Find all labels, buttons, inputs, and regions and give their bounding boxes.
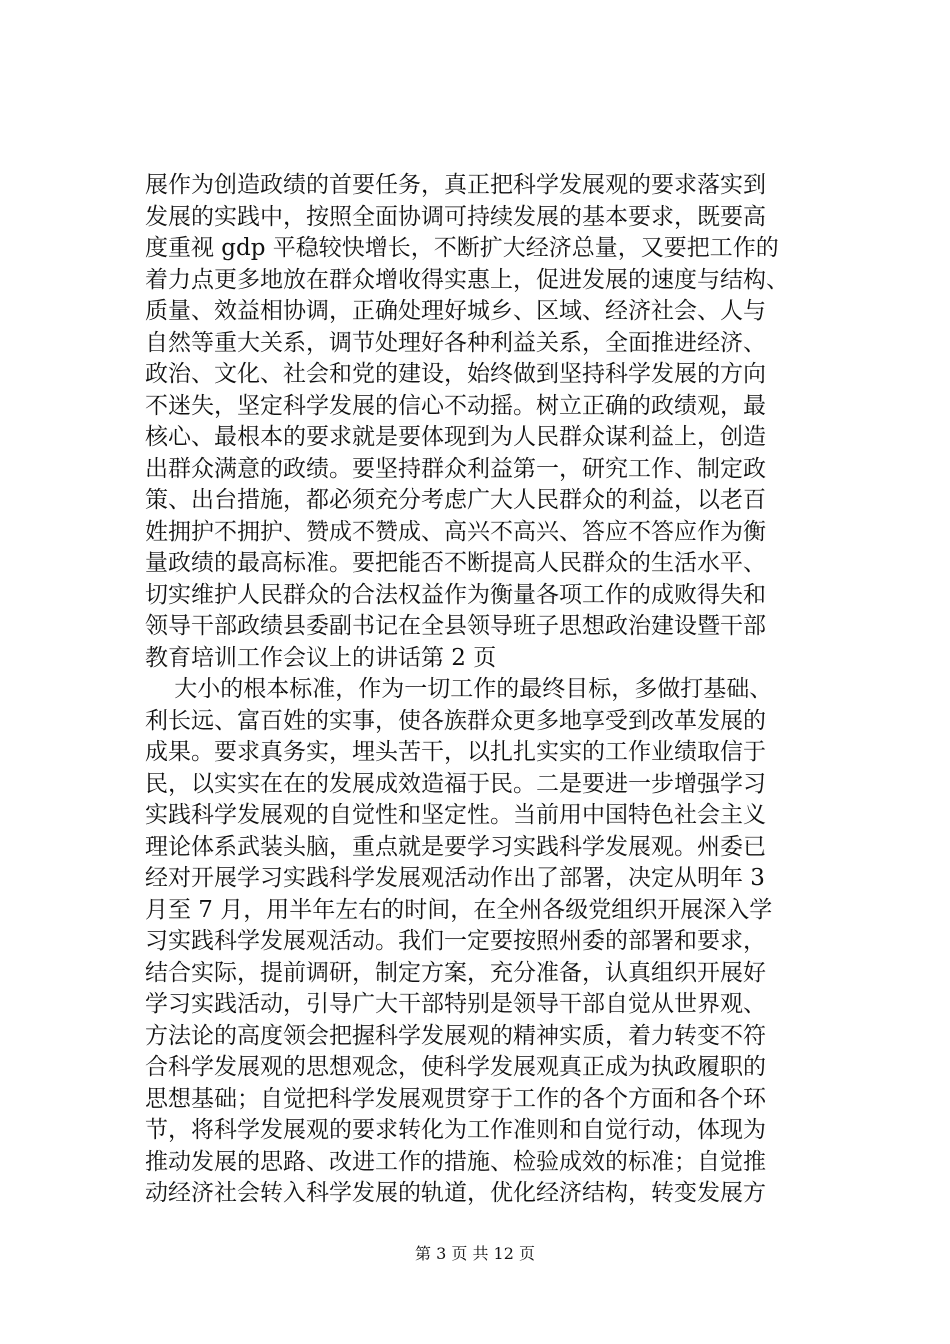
text-line: 策、出台措施，都必须充分考虑广大人民群众的利益，以老百	[145, 487, 766, 513]
text-line: 理论体系武装头脑，重点就是要学习实践科学发展观。州委已	[145, 833, 766, 860]
text-line: 政治、文化、社会和党的建设，始终做到坚持科学发展的方向	[145, 361, 766, 387]
text-line: 核心、最根本的要求就是要体现到为人民群众谋利益上，创造	[145, 424, 766, 450]
text-line: 出群众满意的政绩。要坚持群众利益第一，研究工作、制定政	[145, 455, 766, 482]
text-line: 不迷失，坚定科学发展的信心不动摇。树立正确的政绩观，最	[145, 392, 766, 419]
text-line: 思想基础；自觉把科学发展观贯穿于工作的各个方面和各个环	[145, 1085, 766, 1112]
text-line: 利长远、富百姓的实事，使各族群众更多地享受到改革发展的	[145, 707, 766, 734]
text-line: 方法论的高度领会把握科学发展观的精神实质，着力转变不符	[145, 1022, 766, 1049]
text-line: 教育培训工作会议上的讲话第 2 页	[145, 644, 497, 671]
text-line: 发展的实践中，按照全面协调可持续发展的基本要求，既要高	[145, 203, 766, 230]
text-line: 姓拥护不拥护、赞成不赞成、高兴不高兴、答应不答应作为衡	[145, 518, 766, 545]
page-number: 第 3 页 共 12 页	[415, 1244, 535, 1263]
text-line: 动经济社会转入科学发展的轨道，优化经济结构，转变发展方	[145, 1180, 766, 1206]
text-line: 月至 7 月，用半年左右的时间，在全州各级党组织开展深入学	[145, 896, 773, 923]
text-line: 着力点更多地放在群众增收得实惠上，促进发展的速度与结构、	[145, 266, 789, 293]
text-line: 推动发展的思路、改进工作的措施、检验成效的标准；自觉推	[145, 1148, 766, 1175]
text-line: 自然等重大关系，调节处理好各种利益关系，全面推进经济、	[145, 329, 766, 356]
text-line: 展作为创造政绩的首要任务，真正把科学发展观的要求落实到	[145, 172, 766, 198]
text-line: 节，将科学发展观的要求转化为工作准则和自觉行动，体现为	[145, 1117, 766, 1143]
text-line: 实践科学发展观的自觉性和坚定性。当前用中国特色社会主义	[145, 802, 766, 828]
text-line: 领导干部政绩县委副书记在全县领导班子思想政治建设暨干部	[145, 613, 766, 639]
page-footer	[0, 1244, 950, 1264]
text-line: 习实践科学发展观活动。我们一定要按照州委的部署和要求，	[145, 928, 766, 954]
text-line: 成果。要求真务实，埋头苦干，以扎扎实实的工作业绩取信于	[145, 739, 766, 765]
text-line: 合科学发展观的思想观念，使科学发展观真正成为执政履职的	[145, 1054, 766, 1080]
text-line: 学习实践活动，引导广大干部特别是领导干部自觉从世界观、	[145, 991, 766, 1017]
text-line: 质量、效益相协调，正确处理好城乡、区域、经济社会、人与	[145, 298, 766, 324]
text-line: 度重视 gdp 平稳较快增长，不断扩大经济总量，又要把工作的	[145, 235, 779, 261]
text-line: 量政绩的最高标准。要把能否不断提高人民群众的生活水平、	[145, 550, 766, 576]
text-line: 民，以实实在在的发展成效造福于民。二是要进一步增强学习	[145, 770, 766, 797]
document-body	[0, 168, 950, 1208]
text-line: 结合实际，提前调研，制定方案，充分准备，认真组织开展好	[145, 959, 766, 986]
text-line: 切实维护人民群众的合法权益作为衡量各项工作的成败得失和	[145, 581, 766, 608]
text-line: 经对开展学习实践科学发展观活动作出了部署，决定从明年 3	[145, 865, 765, 891]
text-line: 大小的根本标准，作为一切工作的最终目标，多做打基础、	[145, 676, 773, 702]
